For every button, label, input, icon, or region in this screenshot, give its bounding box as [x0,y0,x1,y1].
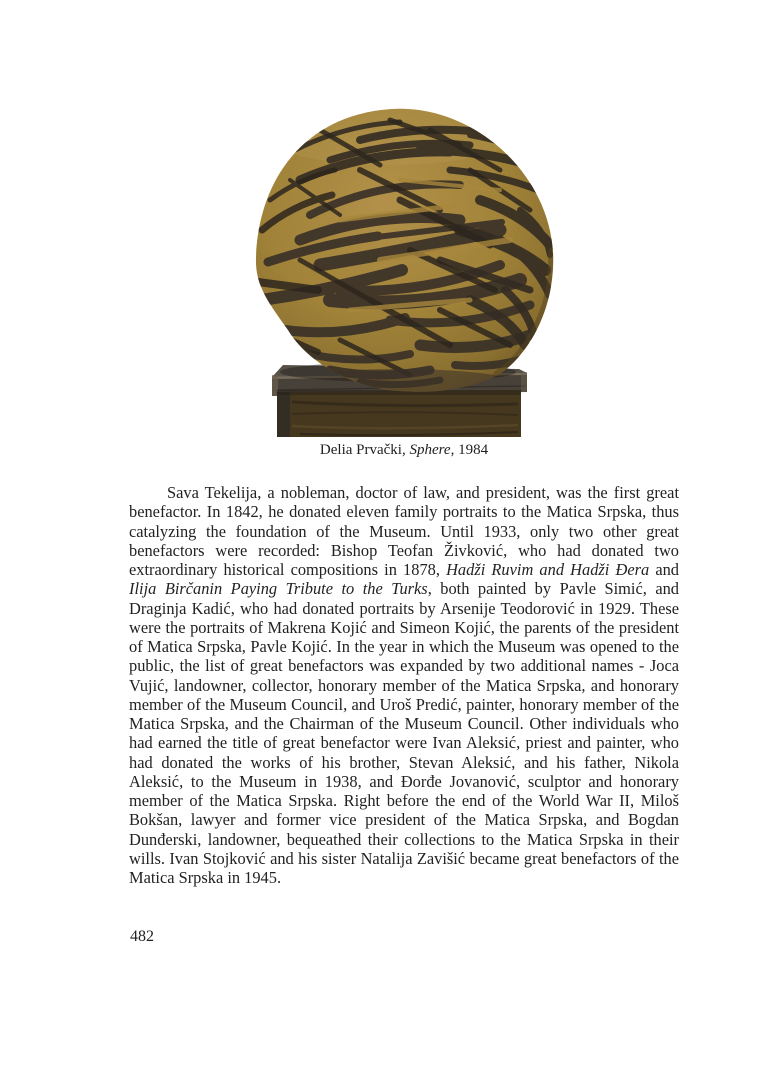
text-segment: Hadži Ruvim and Hadži Đera [446,560,650,579]
text-segment: , 1984 [450,442,489,458]
page-number: 482 [130,928,154,945]
figure-caption [129,440,679,460]
text-segment: Delia Prvački, [319,442,410,458]
text-segment: , both painted by Pavle Simić, and Draginja Kadić, who had donated portraits by Arsenije Teodorović in 1929. These were the portraits of Makrena Kojić and Simeon Kojić, the parents of the president of Matica Srpska, Pavle Kojić. In the year in which the Museum was opened to the public, the list of great benefactors was expanded by two additional names - Joca Vujić, landowner, collector, honorary member of the Matica Srpska, and honorary member of the Museum Council, and Uroš Predić, painter, honorary member of the Matica Srpska, and the Chairman of the Museum Council. Other individuals who had earned the title of great benefactor were Ivan Aleksić, priest and painter, who had donated the works of his brother, Stevan Aleksić, and his father, Nikola Aleksić, to the Museum in 1938, and Đorđe Jovanović, sculptor and honorary member of the Matica Srpska. Right before the end of the World War II, Miloš Bokšan, lawyer and former vice president of the Matica Srpska, and Bogdan Dunđerski, landowner, bequeathed their collections to the Matica Srpska in their wills. Ivan Stojković and his sister Natalija Zavišić became great benefactors of the Matica Srpska in 1945. [129,579,679,887]
text-segment: and [649,560,680,579]
text-segment: Sava Tekelija, a nobleman, doctor of law, and president, was the first great benefactor. In 1842, he donated eleven family portraits to the Matica Srpska, thus catalyzing the foundation of the Museum. Until 1933, only two other great benefactors were recorded: Bishop Teofan Živković, who had donated two extraordinary historical compositions in 1878, [129,483,679,579]
text-segment: Sphere [409,442,451,458]
body-paragraph [129,483,679,887]
text-segment: Ilija Birčanin Paying Tribute to the Turks [129,579,428,599]
sculpture-photo [248,100,558,440]
